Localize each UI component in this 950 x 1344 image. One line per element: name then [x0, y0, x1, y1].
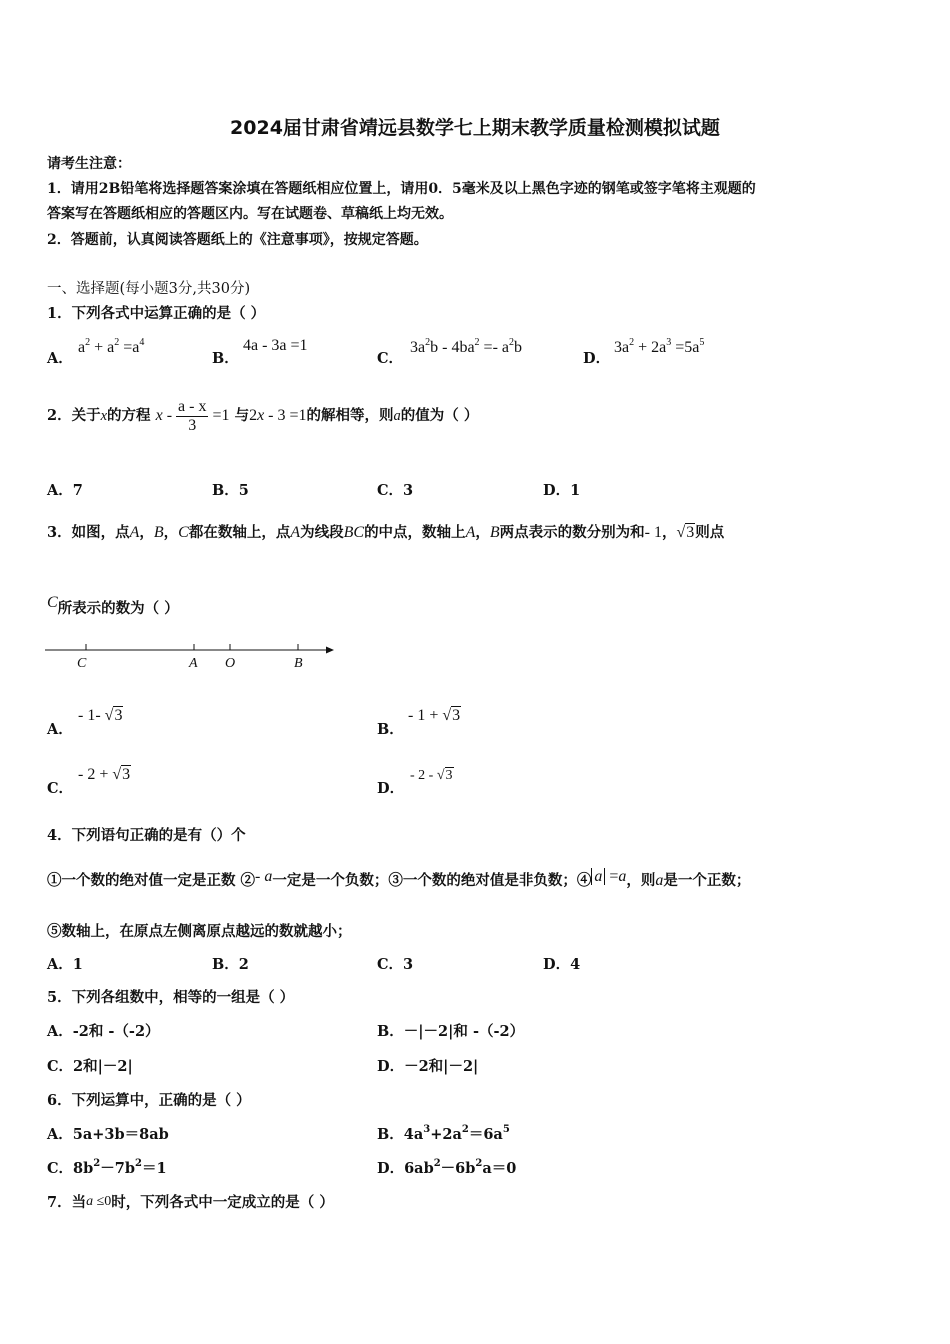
q4-option-b: B．2 — [212, 956, 249, 973]
q2-equation-2: 2x - 3 =1 — [249, 407, 307, 424]
section-heading: 一、选择题(每小题3分,共30分) — [47, 281, 251, 297]
q4-statements: ①一个数的绝对值一定是正数 ②- a一定是一个负数；③一个数的绝对值是非负数；④ a =a，则a是一个正数； — [47, 868, 751, 889]
q4-option-a: A．1 — [47, 956, 83, 973]
q6-option-b: B．$4a^3+2a^2=6a^5$ — [377, 1124, 510, 1143]
q3-label-d: D． — [377, 780, 405, 797]
q3-option-a: - 1- √3 — [78, 707, 123, 724]
q3-label-a: A． — [47, 721, 73, 738]
q3-label-b: B． — [377, 721, 404, 738]
q1-option-b: 4a - 3a =1 — [243, 337, 308, 354]
q1-option-d: $3a^2 + 2a^3 =5a^5$ — [614, 337, 705, 356]
notice-heading: 请考生注意： — [47, 156, 131, 172]
q5-option-b: B．－|－2|和 -（-2） — [377, 1023, 525, 1040]
q2-equation-1: x - $\frac{a - x}{3}$ =1 — [155, 397, 230, 434]
q5-stem: 5．下列各组数中，相等的一组是（ ） — [47, 989, 295, 1006]
notice-line3: 2．答题前，认真阅读答题纸上的《注意事项》，按规定答题。 — [47, 232, 428, 248]
q5-option-d: D．－2和|－2| — [377, 1058, 479, 1075]
page-title: 2024届甘肃省靖远县数学七上期末教学质量检测模拟试题 — [230, 117, 720, 139]
q6-option-c: C．$8b^2-7b^2=1$ — [47, 1158, 167, 1177]
q1-label-c: C． — [377, 350, 404, 367]
notice-line1: 1．请用2B铅笔将选择题答案涂填在答题纸相应位置上，请用0．5毫米及以上黑色字迹的钢笔或签字笔将主观题的 — [47, 181, 756, 197]
q2-option-b: B．5 — [212, 482, 249, 499]
notice-line2: 答案写在答题纸相应的答题区内。写在试题卷、草稿纸上均无效。 — [47, 206, 453, 222]
q4-stem: 4．下列语句正确的是有（）个 — [47, 827, 246, 844]
axis-label-o: O — [225, 656, 236, 671]
q1-stem: 1．下列各式中运算正确的是（ ） — [47, 305, 266, 322]
q2-option-c: C．3 — [377, 482, 414, 499]
q6-option-d: D．$6ab^2-6b^2a=0$ — [377, 1158, 517, 1177]
q3-label-c: C． — [47, 780, 74, 797]
axis-arrow — [326, 647, 334, 654]
q3-option-d: - 2 - √3 — [410, 768, 453, 783]
q4-statement-5: ⑤数轴上，在原点左侧离原点越远的数就越小； — [47, 923, 352, 940]
q5-option-a: A．-2和 -（-2） — [47, 1023, 160, 1040]
q1-option-a: $a^2 + a^2 =a^4$ — [78, 337, 145, 356]
q3-option-b: - 1 + √3 — [408, 707, 461, 724]
q2-option-d: D．1 — [543, 482, 581, 499]
q4-option-d: D．4 — [543, 956, 581, 973]
axis-label-b: B — [294, 656, 303, 671]
q3-stem: 3．如图，点A，B，C都在数轴上，点A为线段BC的中点，数轴上A，B两点表示的数分别为和- 1，√3则点 — [47, 516, 724, 550]
q6-stem: 6．下列运算中，正确的是（ ） — [47, 1092, 251, 1109]
q2-stem: 2．关于x的方程 x - $\frac{a - x}{3}$ =1 与2x - 3 =1的解相等，则a的值为（ ） — [47, 397, 479, 434]
q1-label-d: D． — [583, 350, 611, 367]
q7-stem: 7．当a ≤0时，下列各式中一定成立的是（ ） — [47, 1194, 334, 1211]
q3-stem-2: C所表示的数为（ ） — [47, 594, 179, 617]
q1-label-b: B． — [212, 350, 239, 367]
q3-option-c: - 2 + √3 — [78, 766, 131, 783]
axis-label-c: C — [77, 656, 87, 671]
q4-abs-equation: a =a — [591, 868, 626, 885]
q1-label-a: A． — [47, 350, 73, 367]
q4-option-c: C．3 — [377, 956, 414, 973]
axis-label-a: A — [189, 656, 198, 671]
q6-option-a: A．5a+3b＝8ab — [47, 1126, 169, 1143]
q2-option-a: A．7 — [47, 482, 83, 499]
q7-condition: a ≤0 — [86, 1194, 112, 1209]
q1-option-c: $3a^2b - 4ba^2 =- a^2b$ — [410, 337, 522, 356]
sqrt3: √3 — [676, 524, 695, 541]
q5-option-c: C．2和|－2| — [47, 1058, 133, 1075]
